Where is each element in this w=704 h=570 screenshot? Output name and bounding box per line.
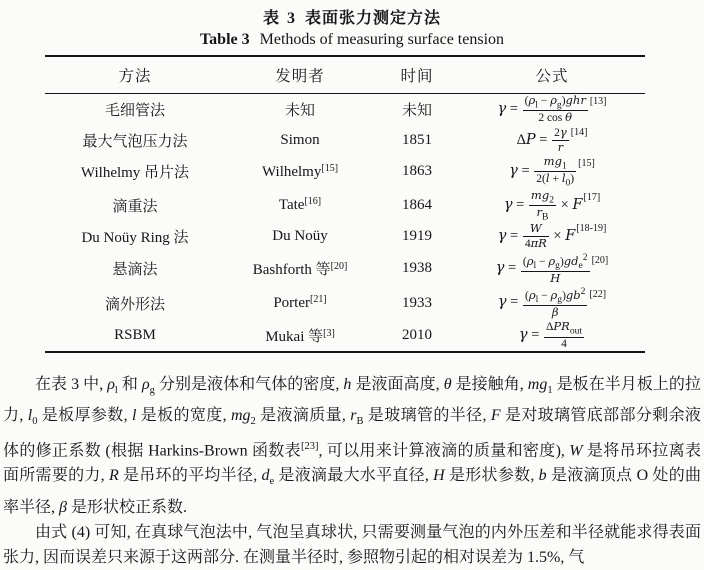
formula-cell: γ = $\frac{\Delta PR_{out}}{4}$ <box>518 319 583 350</box>
inventor-cell: 未知 <box>284 103 315 120</box>
year-cell: 1863 <box>402 163 432 180</box>
formula-cell: γ = $\frac{(\rho_l - \rho_g)gb^2}{\beta}$ [22] <box>497 285 607 320</box>
inventor-cell: Tate[16] <box>278 196 322 214</box>
paragraph-error-analysis: 由式 (4) 可知, 在真球气泡法中, 气泡呈真球状, 只需要测量气泡的内外压差和半径就能求得表面张力, 因而误差只来源于这两部分. 在测量半径时, 参照物引起的相对误差为 1.5%, 气 <box>3 523 701 566</box>
table-caption-zh: 表面张力测定方法 <box>305 10 442 27</box>
table-number-en: Table 3 <box>199 31 250 48</box>
year-cell: 1864 <box>402 196 432 213</box>
method-cell: 滴外形法 <box>104 296 165 313</box>
formula-cell: γ = $\frac{(\rho_l - \rho_g)gd_e^2}{H}$ [20] <box>495 251 609 285</box>
body-text <box>3 372 701 570</box>
method-cell: 最大气泡压力法 <box>82 133 188 150</box>
method-cell: Du Noüy Ring 法 <box>81 230 189 247</box>
year-cell: 1938 <box>402 260 432 277</box>
method-cell: RSBM <box>114 327 156 344</box>
table-number-zh: 表 3 <box>262 10 297 27</box>
inventor-cell: Bashforth 等[20] <box>252 261 348 279</box>
header-formula: 公式 <box>535 68 569 85</box>
header-method: 方法 <box>118 68 152 85</box>
table-row <box>45 222 645 251</box>
year-cell: 1919 <box>402 228 432 245</box>
formula-cell: γ = $\frac{mg_1}{2(l + l_0)}$ [15] <box>509 153 595 189</box>
year-cell: 未知 <box>401 103 432 120</box>
table-row <box>45 126 645 155</box>
method-cell: 滴重法 <box>112 198 158 215</box>
year-cell: 1851 <box>402 131 432 148</box>
formula-cell: γ = $\frac{(\rho_l - \rho_g)ghr}{\text{2 cos θ}}$ [13] <box>497 93 607 125</box>
table-row <box>45 320 645 352</box>
inventor-cell: Porter[21] <box>273 294 327 312</box>
table-title-zh <box>0 0 704 28</box>
table-row <box>45 252 645 286</box>
inventor-cell: Mukai 等[3] <box>265 328 335 346</box>
table-title-en <box>0 31 704 49</box>
formula-cell: γ = $\frac{W}{4\pi R}$ × F[18-19] <box>497 221 607 251</box>
header-inventor: 发明者 <box>275 68 325 85</box>
year-cell: 2010 <box>402 327 432 344</box>
methods-table <box>45 55 645 353</box>
table-row <box>45 94 645 126</box>
method-cell: 悬滴法 <box>112 262 158 279</box>
method-cell: 毛细管法 <box>104 103 165 120</box>
formula-cell: γ = $\frac{mg_2}{r_B}$ × F[17] <box>503 187 601 223</box>
inventor-cell: Simon <box>280 131 320 148</box>
paragraph-symbol-definitions: 在表 3 中, $\rho_l$ 和 $\rho_g$ 分别是液体和气体的密度, h 是液面高度, θ 是接触角, $mg_1$ 是板在半月板上的拉力, $l_0$ 是板厚参数, l 是板的宽度, $mg_2$ 是液滴质量, $r_B$ 是玻璃管的半径, F 是对玻璃管底部部分剩余液体的修正系数 (根据 Harkins-Brown 函数表[23], 可以用来计算液滴的质量和密度), W 是将吊环拉离表面所需要的力, R 是吊环的平均半径, $d_e$ 是液滴最大水平直径, H 是形状参数, b 是液滴顶点 O 处的曲率半径, β 是形状校正系数. <box>3 375 701 516</box>
inventor-cell: Wilhelmy[15] <box>261 162 339 180</box>
table-row <box>45 155 645 189</box>
method-cell: Wilhelmy 吊片法 <box>80 165 190 182</box>
table-row <box>45 189 645 223</box>
table-caption-en: Methods of measuring surface tension <box>259 31 505 48</box>
formula-cell: ΔP = $\frac{2\gamma}{r}$ [14] <box>516 124 588 154</box>
inventor-cell: Du Noüy <box>272 228 328 245</box>
year-cell: 1933 <box>402 294 432 311</box>
table-header-row <box>45 56 645 94</box>
header-year: 时间 <box>400 68 434 85</box>
table-body <box>45 94 645 352</box>
table-row <box>45 286 645 320</box>
